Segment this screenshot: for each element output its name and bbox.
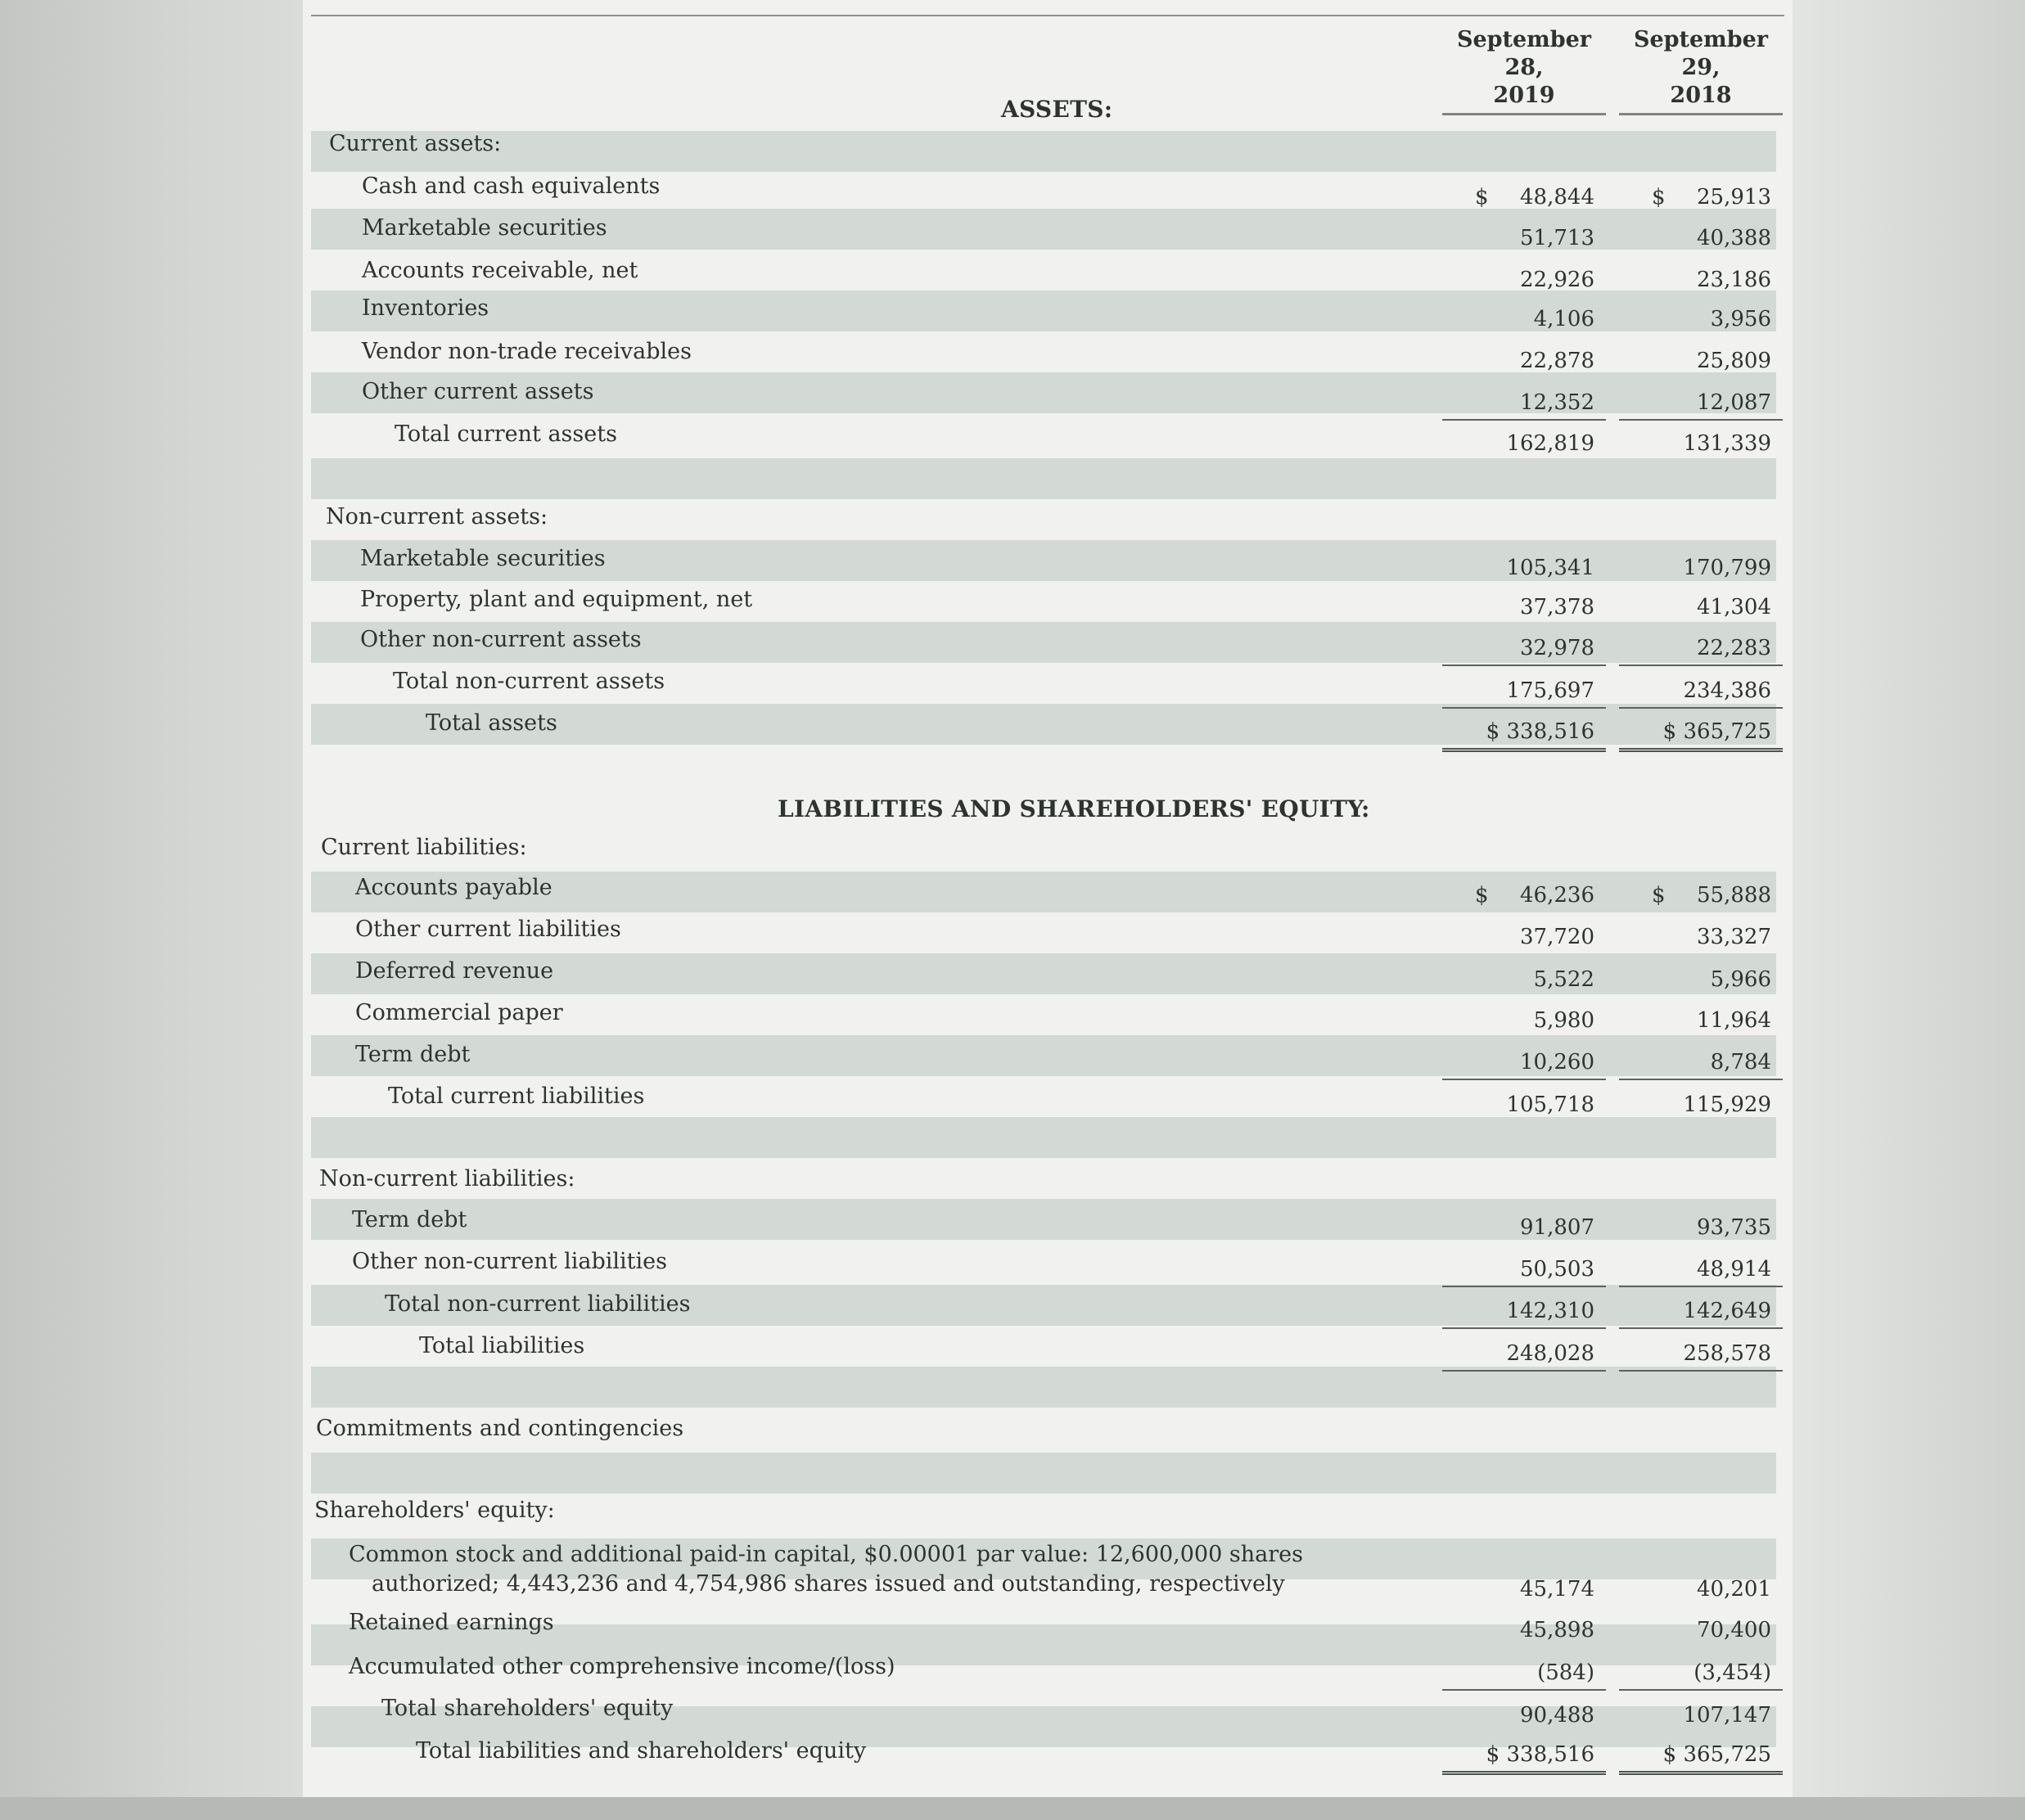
value-2018: 12,087 [1619,386,1783,421]
row-band [311,1453,1776,1493]
top-rule [311,15,1784,16]
value-2019: 5,980 [1533,1008,1594,1033]
row-label: Marketable securities [360,546,606,571]
value-text: 25,913 [1697,185,1771,209]
row-label-total-liabilities-equity: Total liabilities and shareholders' equity [416,1738,867,1764]
column-header-2019-line1: September 28, [1456,27,1592,80]
value-text: 55,888 [1697,883,1771,908]
row-label: Other non-current assets [360,627,642,652]
value-2018: 107,147 [1683,1703,1771,1728]
row-label: Accounts receivable, net [362,258,638,283]
value-2018 [1619,879,1783,912]
value-2019: 45,174 [1520,1577,1594,1602]
value-2018: 41,304 [1697,595,1771,619]
row-label: Accumulated other comprehensive income/(loss) [349,1654,895,1679]
value-2018: $ 365,725 [1619,1738,1783,1775]
row-label: Inventories [362,295,489,321]
value-2018: 234,386 [1619,674,1783,709]
row-label: Accounts payable [355,875,552,900]
value-2019: 105,718 [1506,1092,1594,1117]
value-2019: 51,713 [1520,226,1594,250]
row-label-common-stock-line1: Common stock and additional paid-in capital, $0.00001 par value: 12,600,000 shares [349,1542,1303,1567]
value-2019: $ 338,516 [1442,1738,1606,1775]
value-2018: 48,914 [1619,1253,1783,1287]
value-2019: 90,488 [1520,1703,1594,1728]
row-label: Other current liabilities [355,917,621,942]
currency-symbol: $ [1475,883,1489,908]
value-2018: 5,966 [1710,967,1771,992]
value-2018: 22,283 [1619,632,1783,666]
value-2018: 93,735 [1697,1215,1771,1240]
row-label-total: Total current liabilities [388,1083,645,1109]
row-label-non-current-assets-heading: Non-current assets: [326,504,548,529]
value-2019: 248,028 [1442,1337,1606,1372]
value-2019: 91,807 [1520,1215,1594,1240]
value-2018: 40,201 [1697,1577,1771,1602]
value-2019: 162,819 [1506,431,1594,456]
value-2018: 25,809 [1697,349,1771,373]
value-2018 [1619,181,1783,214]
column-header-2018-line2: 2018 [1670,83,1732,108]
value-2018: 131,339 [1683,431,1771,456]
row-band [311,458,1776,499]
row-band [311,1367,1776,1408]
value-2018: 170,799 [1683,556,1771,580]
value-2019: 22,878 [1520,349,1594,373]
value-2018: $ 365,725 [1619,715,1783,752]
value-2018: 40,388 [1697,226,1771,250]
section-title-assets: ASSETS: [1001,96,1113,123]
monitor-bezel-bottom [0,1797,2025,1820]
row-label-current-assets-heading: Current assets: [329,131,502,156]
row-label-total: Total current assets [395,421,617,447]
row-band [311,1117,1776,1158]
row-label-common-stock-line2: authorized; 4,443,236 and 4,754,986 shares issued and outstanding, respectively [372,1571,1285,1597]
row-label: Commercial paper [355,1000,563,1025]
value-2018: 23,186 [1697,268,1771,292]
row-label-total-liabilities: Total liabilities [419,1333,585,1358]
value-2019: (584) [1442,1656,1606,1691]
value-2019: 12,352 [1442,386,1606,421]
row-label: Retained earnings [349,1610,554,1635]
row-label: Vendor non-trade receivables [362,339,692,364]
value-2018: 3,956 [1710,307,1771,331]
value-text: 46,236 [1520,883,1594,908]
row-label: Marketable securities [362,215,607,241]
row-label-total-assets: Total assets [426,710,557,736]
value-2019: 10,260 [1442,1046,1606,1080]
column-header-2019-line2: 2019 [1493,83,1555,108]
value-2018: 33,327 [1697,925,1771,949]
value-2019: 22,926 [1520,268,1594,292]
row-label-commitments: Commitments and contingencies [316,1416,684,1441]
value-2019: 45,898 [1520,1618,1594,1642]
currency-symbol: $ [1652,185,1666,209]
value-2018: 8,784 [1619,1046,1783,1080]
value-2018: (3,454) [1619,1656,1783,1691]
row-label-shareholders-equity-heading: Shareholders' equity: [314,1498,555,1523]
monitor-bezel-left [0,0,303,1820]
value-2019: 37,720 [1520,925,1594,949]
value-2019: 105,341 [1506,556,1594,580]
value-2019: 4,106 [1533,307,1594,331]
column-header-2018-line1: September 29, [1633,27,1769,80]
value-2018: 258,578 [1619,1337,1783,1372]
value-text: 48,844 [1520,185,1594,209]
value-2019: 142,310 [1442,1295,1606,1329]
row-label: Other non-current liabilities [352,1249,668,1274]
row-label-current-liabilities-heading: Current liabilities: [321,835,527,860]
value-2019 [1442,181,1606,214]
value-2019 [1442,879,1606,912]
value-2018: 70,400 [1697,1618,1771,1642]
row-label: Term debt [352,1207,467,1232]
section-title-liabilities-equity: LIABILITIES AND SHAREHOLDERS' EQUITY: [778,795,1370,822]
row-label: Property, plant and equipment, net [360,587,753,612]
currency-symbol: $ [1652,883,1666,908]
value-2019: 37,378 [1520,595,1594,619]
value-2018: 115,929 [1683,1092,1771,1117]
row-label: Other current assets [362,379,594,404]
row-band [311,131,1776,172]
row-label: Deferred revenue [355,958,554,984]
row-label-non-current-liabilities-heading: Non-current liabilities: [319,1166,575,1192]
column-header-2019 [1442,26,1606,115]
value-2019: 5,522 [1533,967,1594,992]
row-label: Cash and cash equivalents [362,173,661,199]
value-2019: $ 338,516 [1442,715,1606,752]
value-2019: 50,503 [1442,1253,1606,1287]
row-label-total: Total non-current liabilities [385,1291,691,1317]
row-label-total: Total non-current assets [393,669,665,694]
value-2019: 175,697 [1442,674,1606,709]
value-2018: 142,649 [1619,1295,1783,1329]
currency-symbol: $ [1475,185,1489,209]
value-2018: 11,964 [1697,1008,1771,1033]
column-header-2018 [1619,26,1783,115]
row-label: Term debt [355,1042,471,1067]
monitor-bezel-right [1793,0,2025,1820]
value-2019: 32,978 [1442,632,1606,666]
balance-sheet [303,0,1793,1797]
row-label-total: Total shareholders' equity [381,1696,674,1721]
